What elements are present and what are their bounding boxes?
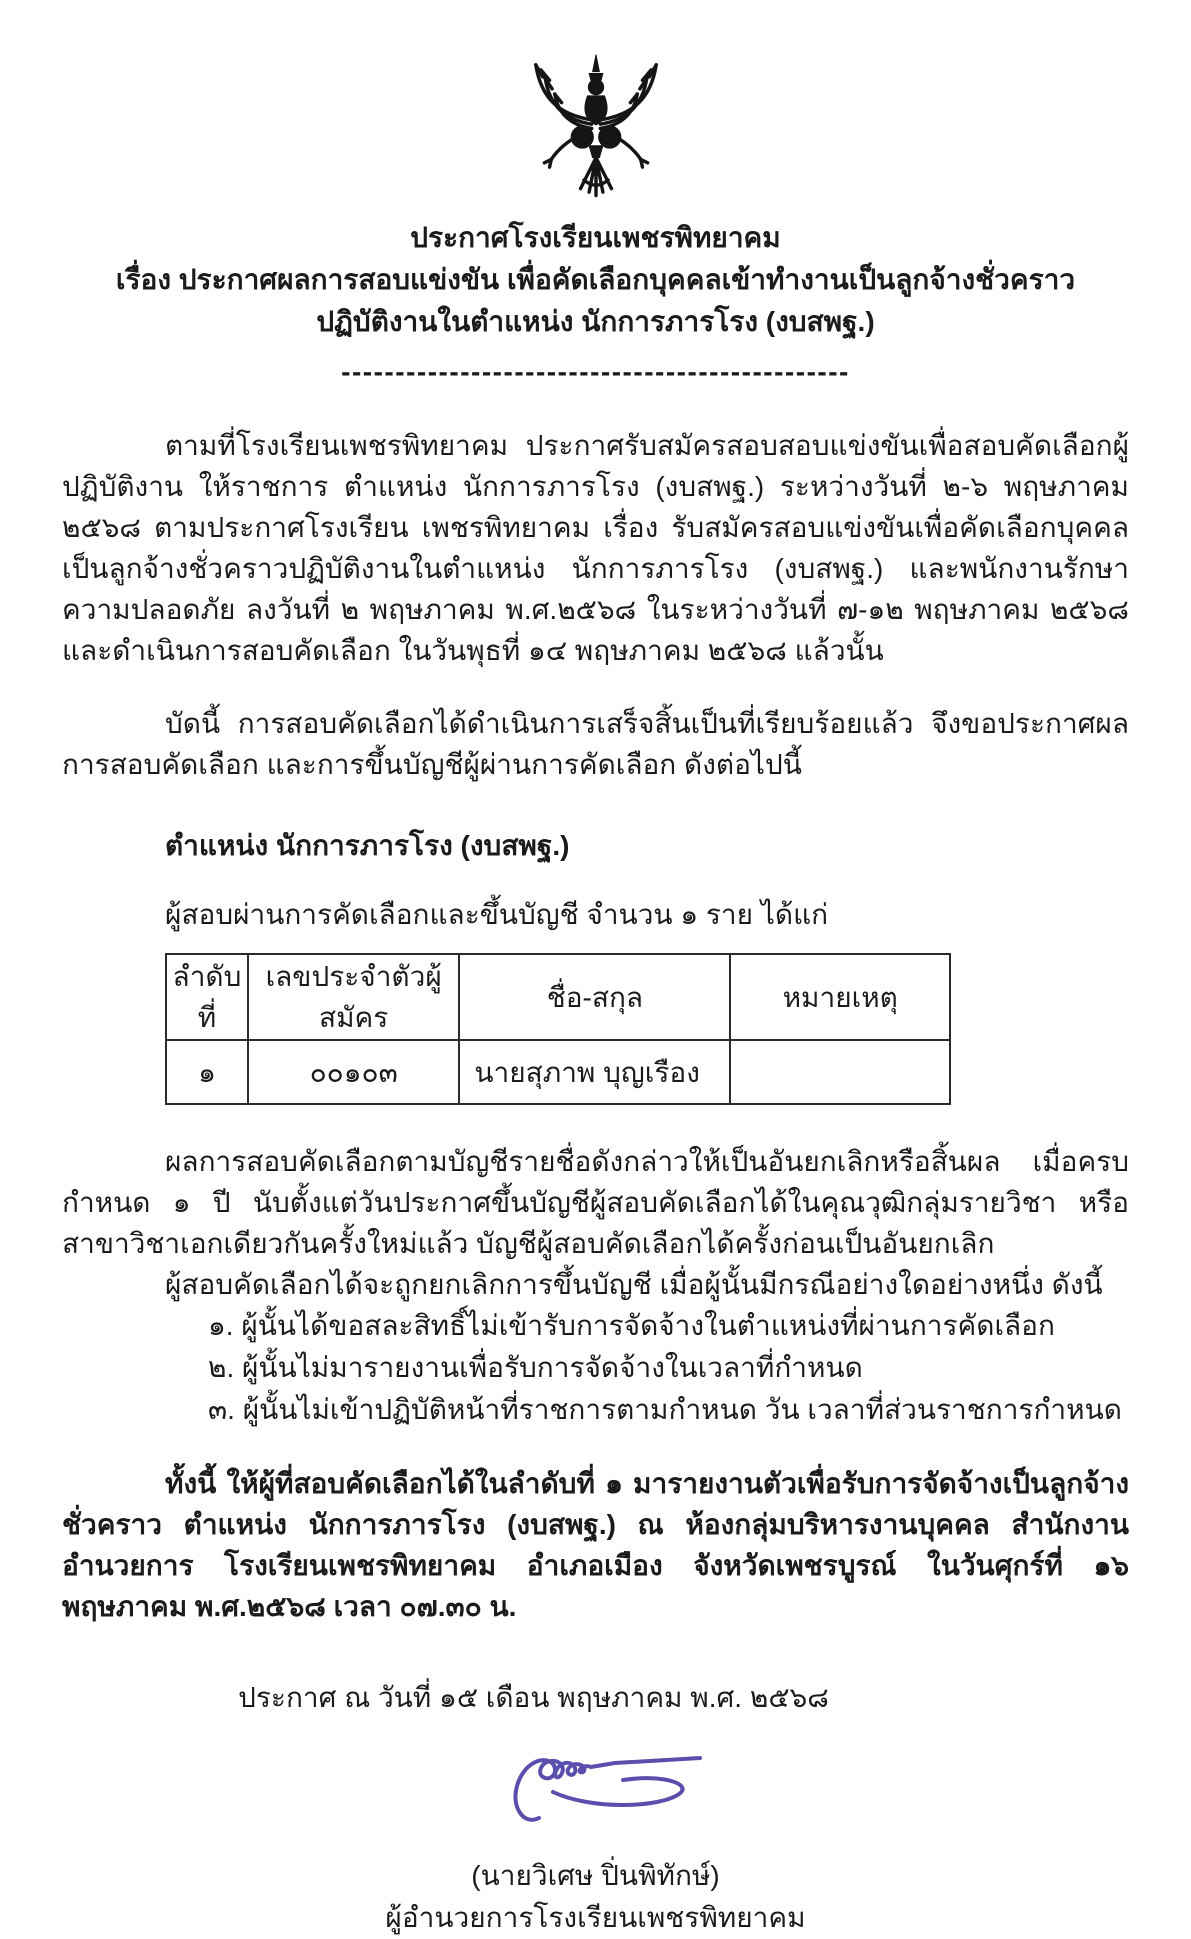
col-header-remark: หมายเหตุ xyxy=(730,954,950,1040)
col-header-name: ชื่อ-สกุล xyxy=(459,954,730,1040)
table-header-row xyxy=(166,954,950,1040)
col-header-applicant-id: เลขประจำตัวผู้สมัคร xyxy=(248,954,459,1040)
signer-name: (นายวิเศษ ปิ่นพิทักษ์) xyxy=(471,1860,720,1891)
emblem-container xyxy=(62,50,1129,211)
position-heading: ตำแหน่ง นักการภารโรง (งบสพฐ.) xyxy=(165,830,570,861)
col-header-rank: ลำดับที่ xyxy=(166,954,248,1040)
table-row xyxy=(166,1040,950,1104)
announcement-subject-line2: ปฏิบัติงานในตำแหน่ง นักการภารโรง (งบสพฐ.) xyxy=(316,306,875,337)
signer-title: ผู้อำนวยการโรงเรียนเพชรพิทยาคม xyxy=(385,1902,806,1933)
cell-rank: ๑ xyxy=(166,1040,248,1104)
garuda-emblem-icon xyxy=(510,50,682,200)
result-table xyxy=(165,953,951,1105)
position-subheading: ผู้สอบผ่านการคัดเลือกและขึ้นบัญชี จำนวน ๑ ราย ได้แก่ xyxy=(165,899,829,930)
paragraph-announcement: บัดนี้ การสอบคัดเลือกได้ดำเนินการเสร็จสิ้นเป็นที่เรียบร้อยแล้ว จึงขอประกาศผลการสอบคัดเลือก และการขึ้นบัญชีผู้ผ่านการคัดเลือก ดังต่อไปนี้ xyxy=(62,708,1129,780)
announcement-subject-line1: เรื่อง ประกาศผลการสอบแข่งขัน เพื่อคัดเลือกบุคคลเข้าทำงานเป็นลูกจ้างชั่วคราว xyxy=(115,264,1076,295)
announcement-date: ประกาศ ณ วันที่ ๑๕ เดือน พฤษภาคม พ.ศ. ๒๕๖๘ xyxy=(238,1682,829,1713)
cell-name: นายสุภาพ บุญเรือง xyxy=(459,1040,730,1104)
list-item-1: ๑. ผู้นั้นได้ขอสละสิทธิ์ไม่เข้ารับการจัดจ้างในตำแหน่งที่ผ่านการคัดเลือก xyxy=(208,1310,1055,1341)
cell-applicant-id: ๐๐๑๐๓ xyxy=(248,1040,459,1104)
cell-remark xyxy=(730,1040,950,1104)
paragraph-reporting-instructions: ทั้งนี้ ให้ผู้ที่สอบคัดเลือกได้ในลำดับที่ ๑ มารายงานตัวเพื่อรับการจัดจ้างเป็นลูกจ้างชั่วคราว ตำแหน่ง นักการภารโรง (งบสพฐ.) ณ ห้องกลุ่มบริหารงานบุคคล สำนักงานอำนวยการ โรงเรียนเพชรพิทยาคม อำเภอเมือง จังหวัดเพชรบูรณ์ ในวันศุกร์ที่ ๑๖ พฤษภาคม พ.ศ.๒๕๖๘ เวลา ๐๗.๓๐ น. xyxy=(62,1468,1129,1622)
cancellation-list-intro: ผู้สอบคัดเลือกได้จะถูกยกเลิกการขึ้นบัญชี เมื่อผู้นั้นมีกรณีอย่างใดอย่างหนึ่ง ดังนี้ xyxy=(165,1269,1103,1300)
signature-block xyxy=(62,1748,1129,1939)
title-divider: ----------------------------------------------- xyxy=(341,356,850,387)
announcement-org-title: ประกาศโรงเรียนเพชรพิทยาคม xyxy=(410,222,781,253)
list-item-2: ๒. ผู้นั้นไม่มารายงานเพื่อรับการจัดจ้างในเวลาที่กำหนด xyxy=(208,1352,863,1383)
signature-icon xyxy=(495,1748,725,1844)
paragraph-validity: ผลการสอบคัดเลือกตามบัญชีรายชื่อดังกล่าวให้เป็นอันยกเลิกหรือสิ้นผล เมื่อครบกำหนด ๑ ปี นับตั้งแต่วันประกาศขึ้นบัญชีผู้สอบคัดเลือกได้ในคุณวุฒิกลุ่มรายวิชา หรือสาขาวิชาเอกเดียวกันครั้งใหม่แล้ว บัญชีผู้สอบคัดเลือกได้ครั้งก่อนเป็นอันยกเลิก xyxy=(62,1146,1129,1259)
paragraph-background: ตามที่โรงเรียนเพชรพิทยาคม ประกาศรับสมัครสอบสอบแข่งขันเพื่อสอบคัดเลือกผู้ปฏิบัติงาน ให้ราชการ ตำแหน่ง นักการภารโรง (งบสพฐ.) ระหว่างวันที่ ๒-๖ พฤษภาคม ๒๕๖๘ ตามประกาศโรงเรียน เพชรพิทยาคม เรื่อง รับสมัครสอบแข่งขันเพื่อคัดเลือกบุคคลเป็นลูกจ้างชั่วคราวปฏิบัติงานในตำแหน่ง นักการภารโรง (งบสพฐ.) และพนักงานรักษาความปลอดภัย ลงวันที่ ๒ พฤษภาคม พ.ศ.๒๕๖๘ ในระหว่างวันที่ ๗-๑๒ พฤษภาคม ๒๕๖๘ และดำเนินการสอบคัดเลือก ในวันพุธที่ ๑๔ พฤษภาคม ๒๕๖๘ แล้วนั้น xyxy=(62,430,1129,666)
list-item-3: ๓. ผู้นั้นไม่เข้าปฏิบัติหน้าที่ราชการตามกำหนด วัน เวลาที่ส่วนราชการกำหนด xyxy=(208,1394,1122,1425)
